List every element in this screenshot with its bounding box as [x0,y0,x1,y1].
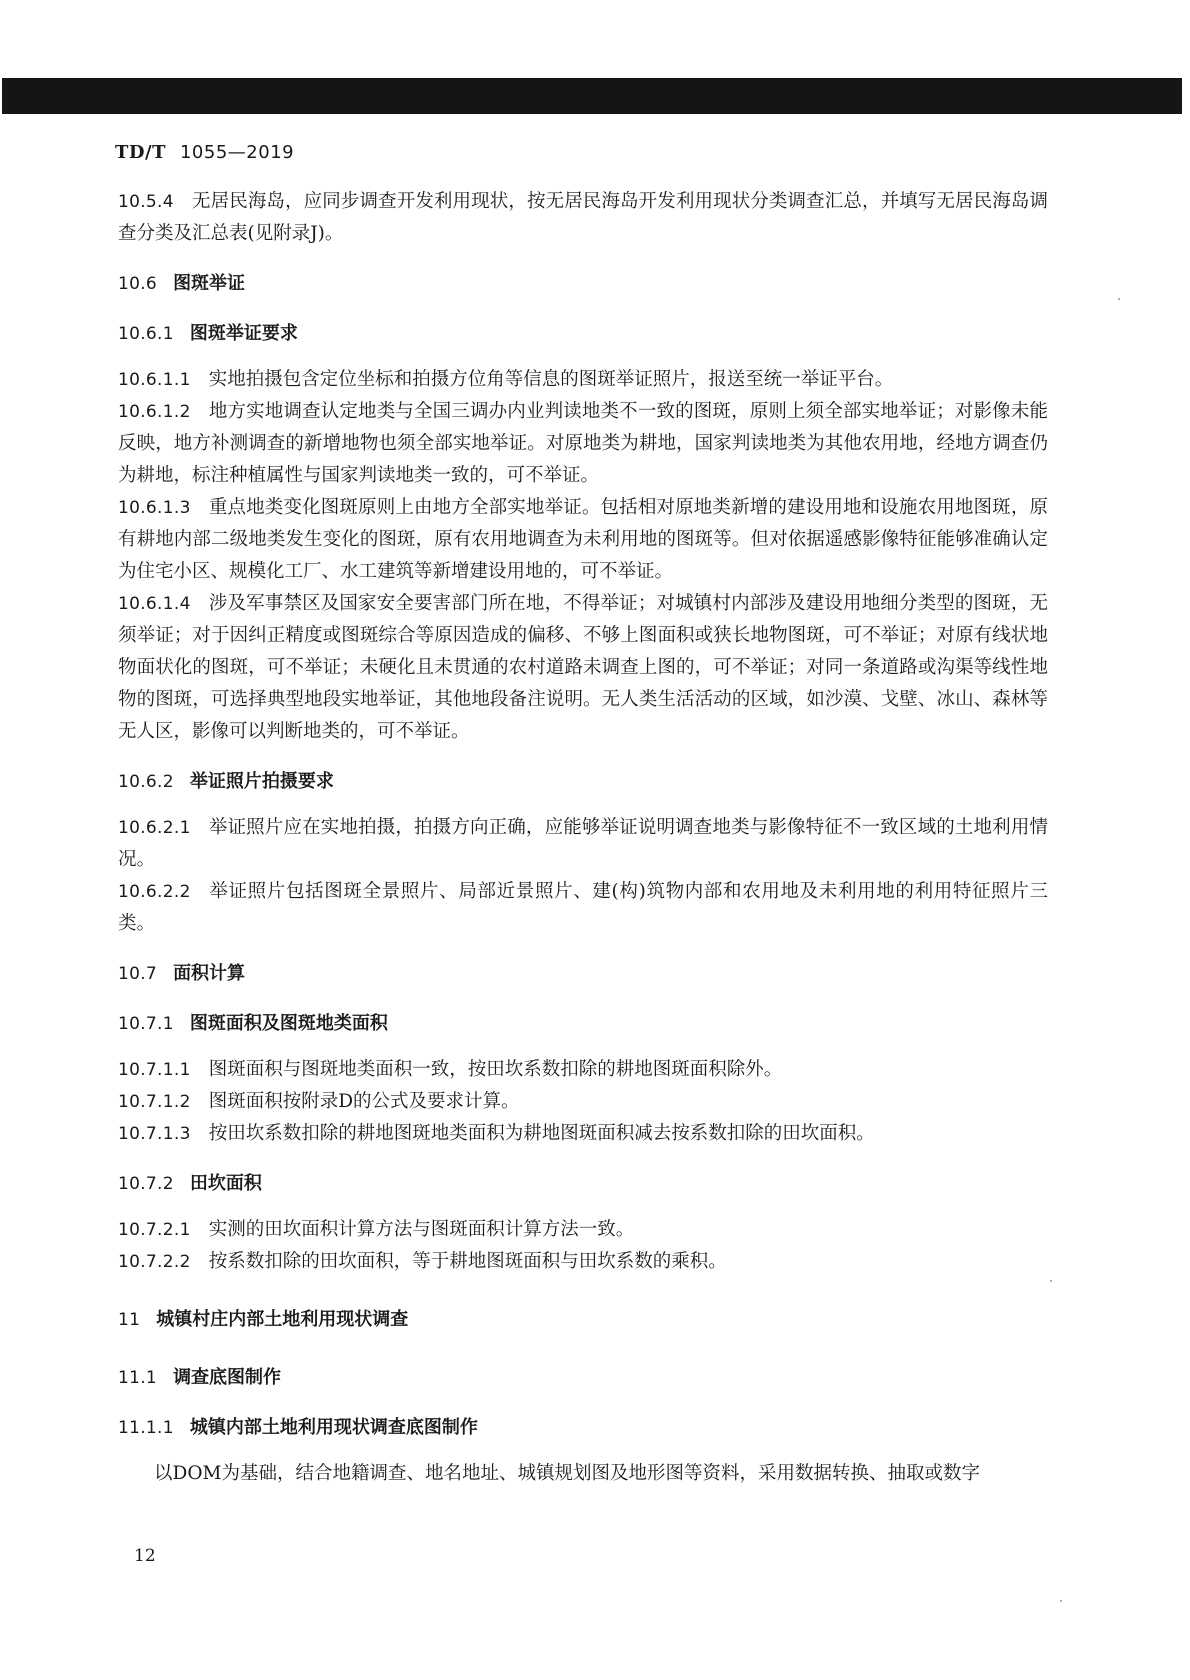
clause-10-6-2-1 [118,812,1048,876]
clause-text: 实测的田坎面积计算方法与图斑面积计算方法一致。 [208,1219,635,1240]
section-title: 调查底图制作 [173,1367,282,1388]
clause-10-7-1-2 [118,1086,1048,1118]
clause-number: 10.6.1.1 [118,370,191,390]
clause-number: 10.7.1.2 [118,1092,191,1112]
clause-10-7-2-1 [118,1214,1048,1246]
code-prefix: TD/T [115,142,166,163]
clause-text: 举证照片包括图斑全景照片、局部近景照片、建(构)筑物内部和农用地及未利用地的利用特征照片三类。 [118,881,1048,934]
clause-number: 10.7.1.3 [118,1124,191,1144]
section-heading-10-7-2 [118,1168,1048,1200]
clause-10-6-1-3 [118,492,1048,588]
section-number: 10.6.2 [118,772,174,792]
document-body [118,186,1048,1490]
clause-10-6-2-2 [118,876,1048,940]
section-number: 10.6.1 [118,324,174,344]
scan-speck [1060,1600,1062,1602]
chapter-title: 城镇村庄内部土地利用现状调查 [156,1309,409,1330]
section-title: 图斑面积及图斑地类面积 [189,1013,388,1034]
clause-10-6-1-2 [118,396,1048,492]
clause-number: 10.7.2.2 [118,1252,191,1272]
chapter-heading-11 [118,1304,1048,1336]
section-number: 10.7.1 [118,1014,174,1034]
section-heading-10-6 [118,268,1048,300]
section-number: 10.6 [118,274,158,294]
clause-10-7-2-2 [118,1246,1048,1278]
section-title: 图斑举证 [173,273,246,294]
section-number: 10.7.2 [118,1174,174,1194]
code-number: 1055—2019 [179,142,295,163]
section-heading-10-7 [118,958,1048,990]
section-title: 城镇内部土地利用现状调查底图制作 [189,1417,478,1438]
section-heading-11-1-1 [118,1412,1048,1444]
section-number: 11.1 [118,1368,158,1388]
section-title: 面积计算 [173,963,246,984]
section-number: 11.1.1 [118,1418,174,1438]
page-number: 12 [134,1546,156,1566]
clause-text: 重点地类变化图斑原则上由地方全部实地举证。包括相对原地类新增的建设用地和设施农用地图斑，原有耕地内部二级地类发生变化的图斑，原有农用地调查为未利用地的图斑等。但对依据遥感影像特征能够准确认定为住宅小区、规模化工厂、水工建筑等新增建设用地的，可不举证。 [118,497,1048,582]
clause-number: 10.6.1.4 [118,594,191,614]
clause-number: 10.6.1.3 [118,498,191,518]
header-band [2,78,1182,114]
clause-text: 地方实地调查认定地类与全国三调办内业判读地类不一致的图斑，原则上须全部实地举证；对影像未能反映，地方补测调查的新增地物也须全部实地举证。对原地类为耕地，国家判读地类为其他农用地，经地方调查仍为耕地，标注种植属性与国家判读地类一致的，可不举证。 [118,401,1048,486]
clause-text: 图斑面积与图斑地类面积一致，按田坎系数扣除的耕地图斑面积除外。 [208,1059,783,1080]
clause-number: 10.7.2.1 [118,1220,191,1240]
clause-number: 10.5.4 [118,192,174,212]
section-heading-10-6-2 [118,766,1048,798]
clause-text: 按系数扣除的田坎面积，等于耕地图斑面积与田坎系数的乘积。 [208,1251,727,1272]
body-paragraph: 以DOM为基础，结合地籍调查、地名地址、城镇规划图及地形图等资料，采用数据转换、抽取或数字 [154,1463,980,1484]
clause-10-6-1-4 [118,588,1048,748]
section-heading-11-1 [118,1362,1048,1394]
clause-10-7-1-3 [118,1118,1048,1150]
section-title: 图斑举证要求 [189,323,298,344]
scan-speck [1050,1280,1052,1282]
clause-10-6-1-1 [118,364,1048,396]
clause-number: 10.7.1.1 [118,1060,191,1080]
clause-number: 10.6.1.2 [118,402,191,422]
section-title: 举证照片拍摄要求 [189,771,334,792]
clause-text: 涉及军事禁区及国家安全要害部门所在地，不得举证；对城镇村内部涉及建设用地细分类型的图斑，无须举证；对于因纠正精度或图斑综合等原因造成的偏移、不够上图面积或狭长地物图斑，可不举证；对原有线状地物面状化的图斑，可不举证；未硬化且未贯通的农村道路未调查上图的，可不举证；对同一条道路或沟渠等线性地物的图斑，可选择典型地段实地举证，其他地段备注说明。无人类生活活动的区域，如沙漠、戈壁、冰山、森林等无人区，影像可以判断地类的，可不举证。 [118,593,1048,742]
section-number: 10.7 [118,964,158,984]
clause-text: 实地拍摄包含定位坐标和拍摄方位角等信息的图斑举证照片，报送至统一举证平台。 [208,369,894,390]
clause-text: 按田坎系数扣除的耕地图斑地类面积为耕地图斑面积减去按系数扣除的田坎面积。 [208,1123,875,1144]
section-heading-10-7-1 [118,1008,1048,1040]
clause-number: 10.6.2.2 [118,882,191,902]
standard-code [115,142,294,163]
clause-text: 无居民海岛，应同步调查开发利用现状，按无居民海岛开发利用现状分类调查汇总，并填写无居民海岛调查分类及汇总表(见附录J)。 [118,191,1048,244]
chapter-number: 11 [118,1310,141,1330]
clause-text: 举证照片应在实地拍摄，拍摄方向正确，应能够举证说明调查地类与影像特征不一致区域的土地利用情况。 [118,817,1048,870]
scan-speck [1118,298,1120,300]
clause-text: 图斑面积按附录D的公式及要求计算。 [208,1091,520,1112]
clause-number: 10.6.2.1 [118,818,191,838]
clause-10-7-1-1 [118,1054,1048,1086]
section-heading-10-6-1 [118,318,1048,350]
clause-10-5-4 [118,186,1048,250]
section-title: 田坎面积 [189,1173,262,1194]
